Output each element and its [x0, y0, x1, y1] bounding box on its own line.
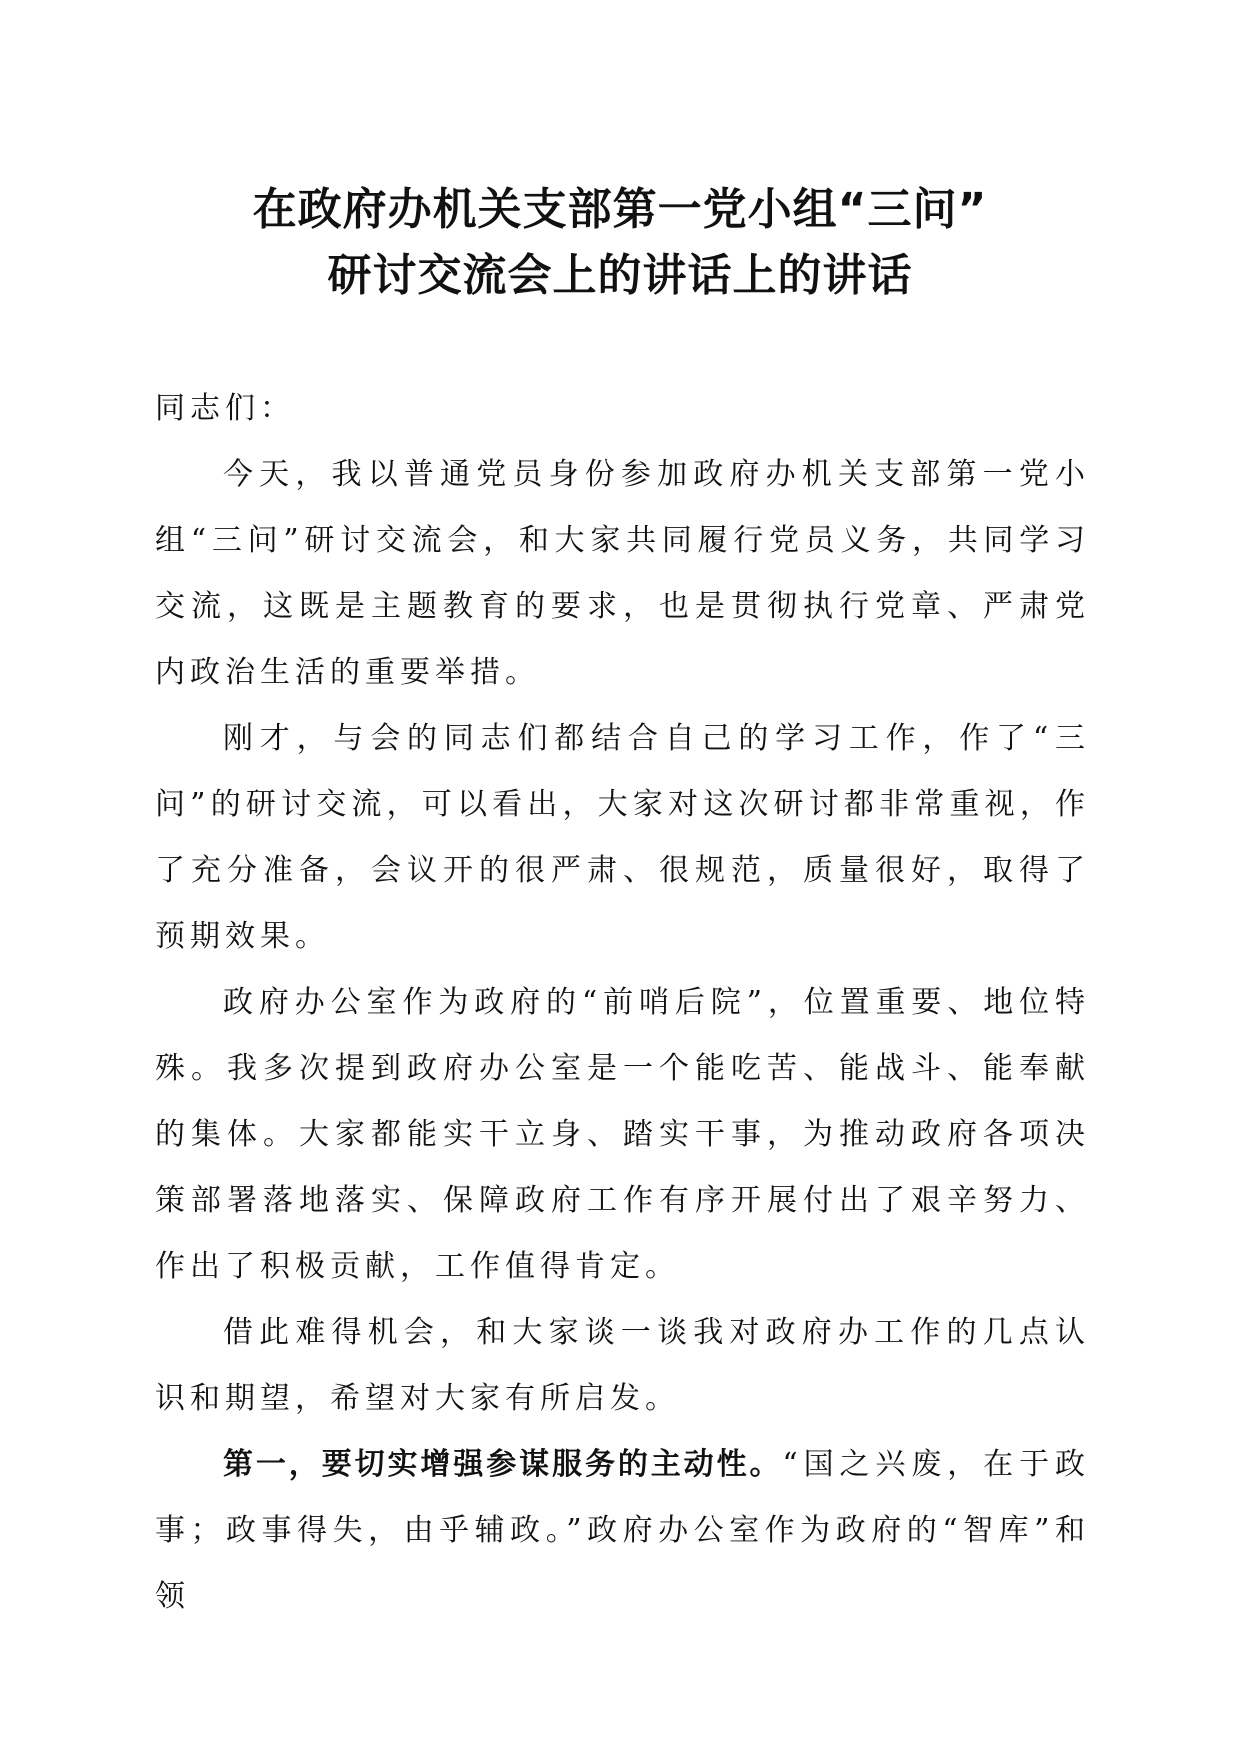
document-title-line-1: 在政府办机关支部第一党小组“三问”	[252, 184, 988, 235]
document-body	[155, 376, 1090, 1630]
paragraph-2: 刚才，与会的同志们都结合自己的学习工作，作了“三问”的研讨交流，可以看出，大家对这次研讨都非常重视，作了充分准备，会议开的很严肃、很规范，质量很好，取得了预期效果。	[155, 721, 1090, 954]
document-title-line-2: 研讨交流会上的讲话上的讲话	[327, 250, 913, 301]
point-1-lead: 第一，要切实增强参谋服务的主动性。	[223, 1447, 783, 1482]
point-1-text: “国之兴废，在于政事；政事得失，由乎辅政。”政府办公室作为政府的“智库”和领	[155, 1447, 1090, 1614]
paragraph-4: 借此难得机会，和大家谈一谈我对政府办工作的几点认识和期望，希望对大家有所启发。	[155, 1315, 1090, 1416]
paragraph-5	[155, 1432, 1090, 1630]
salutation: 同志们：	[155, 391, 295, 426]
paragraph-3: 政府办公室作为政府的“前哨后院”，位置重要、地位特殊。我多次提到政府办公室是一个能吃苦、能战斗、能奉献的集体。大家都能实干立身、踏实干事，为推动政府各项决策部署落地落实、保障政府工作有序开展付出了艰辛努力、作出了积极贡献，工作值得肯定。	[155, 985, 1090, 1284]
paragraph-1: 今天，我以普通党员身份参加政府办机关支部第一党小组“三问”研讨交流会，和大家共同履行党员义务，共同学习交流，这既是主题教育的要求，也是贯彻执行党章、严肃党内政治生活的重要举措。	[155, 457, 1090, 690]
